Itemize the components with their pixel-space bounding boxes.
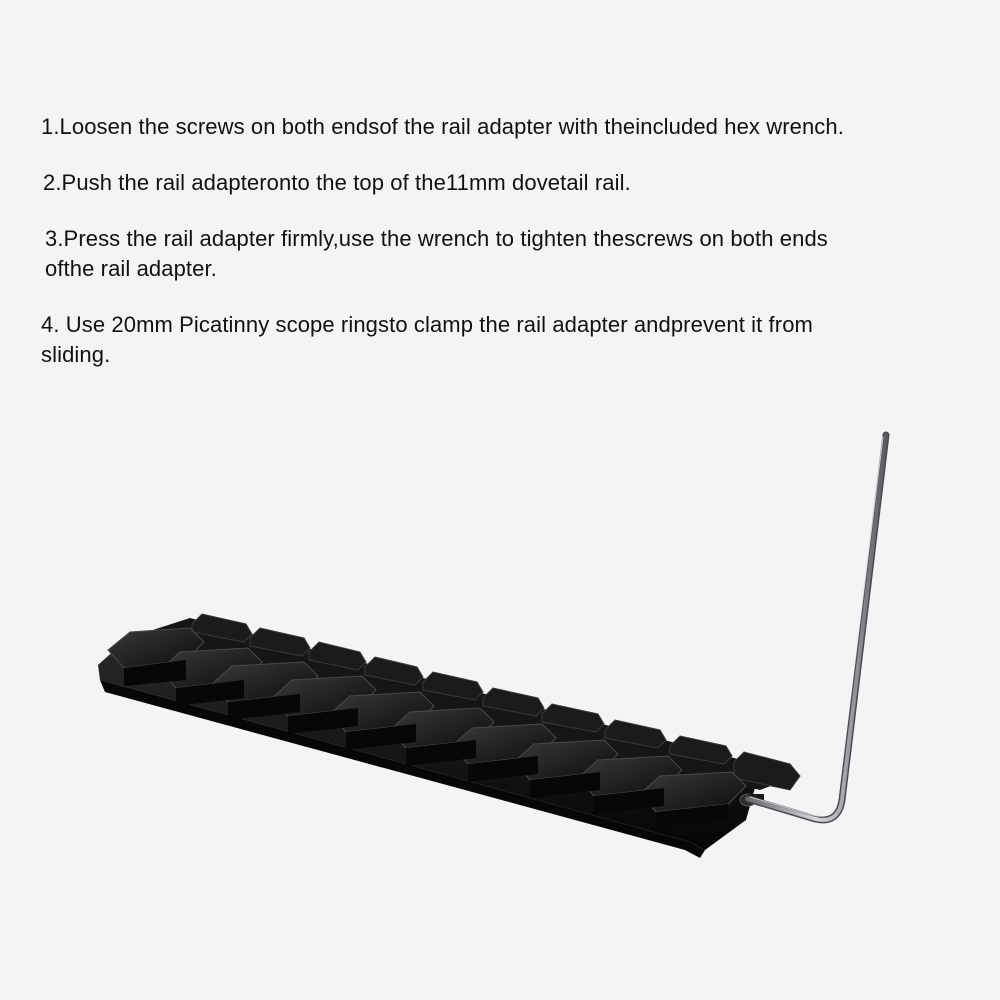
instruction-step-3 xyxy=(45,224,828,284)
rail-adapter-illustration xyxy=(0,380,1000,1000)
instruction-step-2 xyxy=(43,168,631,198)
instruction-step-4-line-1: 4. Use 20mm Picatinny scope ringsto clamp the rail adapter andprevent it from xyxy=(41,312,813,337)
instruction-step-4-line-2: sliding. xyxy=(41,342,111,367)
instruction-step-4 xyxy=(41,310,813,370)
instruction-list xyxy=(0,0,1000,380)
product-photo xyxy=(0,380,1000,1000)
instruction-step-1-text: 1.Loosen the screws on both endsof the rail adapter with theincluded hex wrench. xyxy=(41,114,844,139)
instruction-step-1 xyxy=(41,112,844,142)
instruction-step-3-line-2: ofthe rail adapter. xyxy=(45,256,217,281)
instruction-step-3-line-1: 3.Press the rail adapter firmly,use the wrench to tighten thescrews on both ends xyxy=(45,226,828,251)
instruction-step-2-text: 2.Push the rail adapteronto the top of the11mm dovetail rail. xyxy=(43,170,631,195)
